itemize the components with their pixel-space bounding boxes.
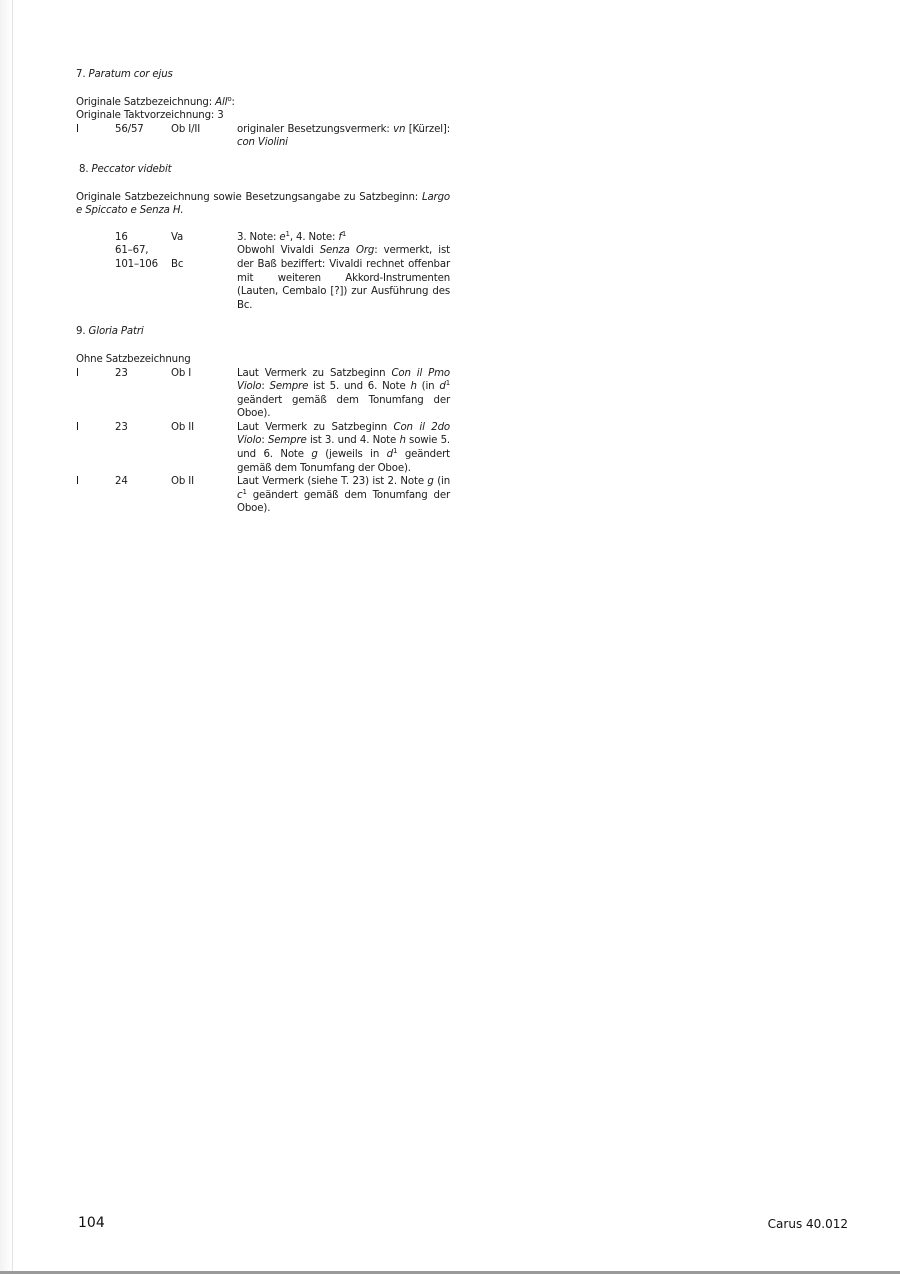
instrument-cell: Va (171, 231, 184, 243)
bars-cell: 16 (115, 231, 128, 243)
instrument-cell: Bc (171, 258, 184, 270)
page-number: 104 (78, 1215, 105, 1231)
remark-cell: Laut Vermerk zu Satzbeginn Con il 2do Violo: Sempre ist 3. und 4. Note h sowie 5. und 6. Note g (jeweils in $d^1$ geändert gemäß dem Tonumfang der Oboe). (237, 421, 450, 474)
section-7-time-signature: Originale Taktvorzeichnung: 3 (76, 110, 224, 122)
group-cell: I (76, 476, 79, 488)
section-9-table-row (76, 421, 450, 475)
group-cell: I (76, 123, 79, 135)
bars-cell: 23 (115, 367, 128, 379)
section-7-table-row (76, 123, 450, 150)
remark-cell: Laut Vermerk (siehe T. 23) ist 2. Note g (in $c^1$ geändert gemäß dem Tonumfang der Oboe). (237, 476, 451, 515)
section-9-table-row (76, 475, 450, 516)
section-8-table-row (76, 231, 450, 245)
section-7-tempo-marking: Originale Satzbezeichnung: All$^o$: (76, 94, 235, 108)
remark-cell: originaler Besetzungsvermerk: vn [Kürzel]: con Violini (237, 123, 450, 149)
remark-cell: Obwohl Vivaldi Senza Org: vermerkt, ist der Baß beziffert: Vivaldi rechnet offenbar mit weiteren Akkord-Instrumenten (Lauten, Cembalo [?]) zur Ausführung des Bc. (237, 245, 450, 311)
catalog-reference: Carus 40.012 (767, 1217, 848, 1231)
instrument-cell: Ob I (171, 367, 192, 379)
instrument-cell: Ob II (171, 421, 194, 433)
group-cell: I (76, 367, 79, 379)
group-cell: I (76, 421, 79, 433)
critical-report-content (76, 68, 450, 516)
bars-cell: 23 (115, 421, 128, 433)
section-8-title: 8. Peccator videbit (79, 163, 172, 175)
instrument-cell: Ob I/II (171, 123, 201, 135)
section-8-description: Originale Satzbezeichnung sowie Besetzungsangabe zu Satzbeginn: Largo e Spiccato e Senza H. (76, 191, 450, 217)
instrument-cell: Ob II (171, 476, 194, 488)
remark-cell: Laut Vermerk zu Satzbeginn Con il Pmo Violo: Sempre ist 5. und 6. Note h (in $d^1$ geändert gemäß dem Tonumfang der Oboe). (237, 367, 450, 420)
section-8-table-row (76, 244, 450, 312)
bars-cell: 56/57 (115, 123, 144, 135)
remark-cell: 3. Note: $e^1$, 4. Note: $f^1$ (237, 229, 347, 243)
bars-cell: 61–67, 101–106 (115, 245, 158, 270)
section-9-heading: Ohne Satzbezeichnung (76, 353, 191, 365)
page-edge (0, 0, 13, 1274)
bars-cell: 24 (115, 476, 128, 488)
section-9-title: 9. Gloria Patri (76, 326, 144, 338)
section-7-title: 7. Paratum cor ejus (76, 69, 173, 80)
section-9-table-row (76, 367, 450, 421)
